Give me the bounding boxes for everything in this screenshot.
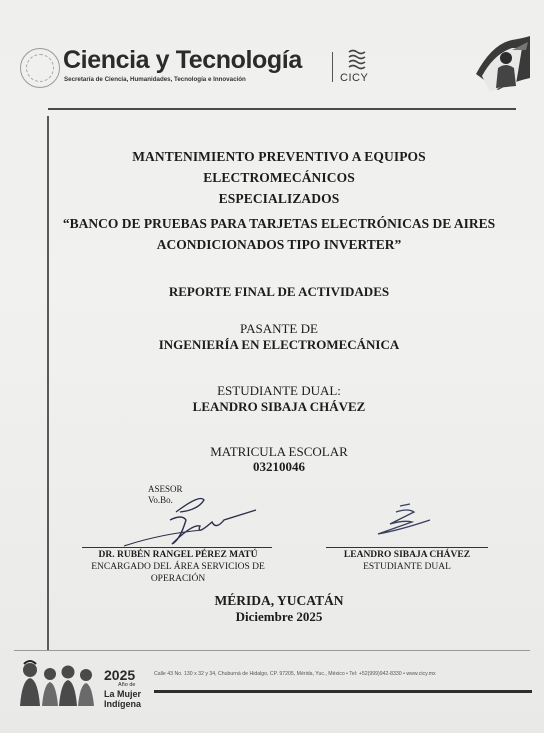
project-line-1: “BANCO DE PRUEBAS PARA TARJETAS ELECTRÓNICAS DE AIRES [62,216,496,231]
advisor-role-line-2: OPERACIÓN [150,574,206,584]
frame-left-line [47,116,49,651]
footer-address: Calle 43 No. 130 x 32 y 34, Chuburná de Hidalgo, CP. 97205, Mérida, Yuc., México • Tel: +52(999)942-8330 • www.cicy.mx [154,671,436,677]
advisor-name: DR. RUBÉN RANGEL PÉREZ MATÚ [98,550,258,560]
footer-bar [154,690,532,693]
advisor-signature-block [62,549,294,585]
date: Diciembre 2025 [235,609,323,624]
header-divider [332,52,333,82]
cicy-logo-icon [346,48,368,70]
signing-student-name: LEANDRO SIBAJA CHÁVEZ [343,550,471,560]
report-label: REPORTE FINAL DE ACTIVIDADES [168,284,390,299]
brand-subtitle: Secretaría de Ciencia, Humanidades, Tecnología e Innovación [64,76,246,83]
title-line-2: ESPECIALIZADOS [218,191,340,206]
brand-title: Ciencia y Tecnología [63,46,302,74]
footer-year-caption: Año de [118,682,136,688]
national-seal-icon [20,48,60,88]
advisor-label: ASESOR [148,484,183,494]
approval-label: Vo.Bo. [148,495,173,505]
student-name: LEANDRO SIBAJA CHÁVEZ [192,399,366,414]
intern-label: PASANTE DE [240,321,318,336]
student-label: ESTUDIANTE DUAL: [217,383,341,398]
advisor-role-line-1: ENCARGADO DEL ÁREA SERVICIOS DE [91,562,265,572]
woman-flag-emblem-icon [472,34,534,96]
footer-theme-line-2: Indígena [104,699,142,709]
frame-top-line [48,108,516,110]
student-signature-block [320,549,494,573]
title-line-1: MANTENIMIENTO PREVENTIVO A EQUIPOS ELECTROMECÁNICOS [132,149,426,185]
signing-student-role: ESTUDIANTE DUAL [363,562,451,572]
project-title [56,213,502,255]
project-line-2: ACONDICIONADOS TIPO INVERTER” [156,237,402,252]
footer-theme-line-1: La Mujer [104,689,142,699]
institution-abbreviation: CICY [340,72,369,84]
advisor-signature [120,490,260,552]
year-theme-logo [104,668,141,709]
indigenous-women-illustration-icon [16,656,102,706]
footer-divider [14,650,530,651]
enrollment-number: 03210046 [253,459,305,474]
enrollment-label: MATRICULA ESCOLAR [210,444,348,459]
career-name: INGENIERÍA EN ELECTROMECÁNICA [158,337,400,352]
student-signature-line [326,547,488,548]
place: MÉRIDA, YUCATÁN [214,593,344,608]
student-signature [370,500,434,540]
document-title [56,146,502,209]
advisor-signature-line [82,547,272,548]
footer-year: 2025 [104,667,136,683]
